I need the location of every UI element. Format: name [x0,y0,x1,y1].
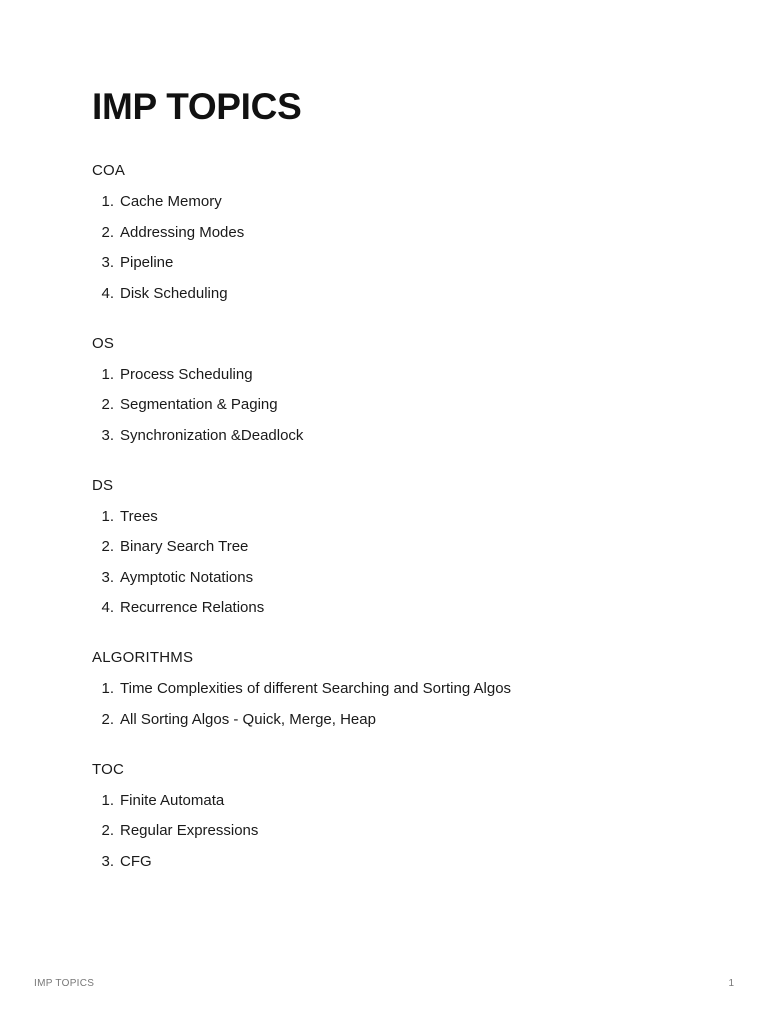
list-item-number: 2. [101,822,114,839]
list-item [92,394,692,416]
list-item [92,283,692,305]
list-item [92,709,692,731]
list-item-number: 1. [101,193,114,210]
list-item-number: 1. [101,680,114,697]
list-item [92,567,692,589]
list-item-text: Process Scheduling [120,365,253,383]
list-item-number: 1. [101,365,114,383]
list-item [92,851,692,873]
list-item [92,252,692,274]
section-heading: DS [92,476,114,494]
section-coa [92,160,692,305]
list-item [92,506,692,528]
topic-list [92,191,692,305]
section-algorithms [92,647,692,731]
list-item-text: Time Complexities of different Searching and Sorting Algos [120,680,512,697]
list-item-text: Aymptotic Notations [120,568,254,586]
section-heading: OS [92,334,115,352]
list-item-number: 3. [101,426,114,444]
list-item-number: 2. [101,223,114,241]
list-item [92,597,692,619]
list-item-text: Addressing Modes [120,223,245,241]
list-item [92,191,692,213]
page-title: IMP TOPICS [92,86,302,127]
topic-list [92,678,692,731]
list-item-number: 1. [101,791,114,809]
list-item-text: Disk Scheduling [120,284,228,302]
list-item-number: 3. [101,254,114,271]
list-item-text: Binary Search Tree [120,538,249,555]
list-item-text: Synchronization &Deadlock [120,426,304,444]
section-heading: ALGORITHMS [92,649,194,666]
list-item [92,425,692,447]
list-item-text: Finite Automata [120,791,225,809]
list-item-text: Cache Memory [120,193,222,210]
list-item-number: 2. [101,538,114,555]
list-item-number: 1. [101,507,114,525]
list-item [92,364,692,386]
list-item-text: Trees [120,507,158,525]
topic-list [92,506,692,620]
page-number: 1 [728,978,734,989]
section-heading: COA [92,162,126,179]
list-item-text: Regular Expressions [120,822,259,839]
list-item-number: 3. [101,568,114,586]
list-item-text: Pipeline [120,254,174,271]
topic-list [92,364,692,447]
list-item [92,790,692,812]
section-os [92,333,692,447]
list-item [92,222,692,244]
list-item [92,536,692,558]
topic-list [92,790,692,873]
list-item-text: All Sorting Algos - Quick, Merge, Heap [120,710,376,728]
list-item-text: Segmentation & Paging [120,396,278,413]
list-item-number: 3. [101,852,114,870]
list-item-number: 4. [101,599,114,616]
list-item [92,820,692,842]
list-item-number: 2. [101,396,114,413]
list-item [92,678,692,700]
list-item-number: 4. [101,284,114,302]
section-ds [92,475,692,620]
footer-title: IMP TOPICS [34,978,95,989]
list-item-text: CFG [120,852,152,870]
topic-sections [92,160,692,901]
list-item-number: 2. [101,710,114,728]
section-toc [92,759,692,873]
section-heading: TOC [92,760,124,778]
list-item-text: Recurrence Relations [120,599,265,616]
